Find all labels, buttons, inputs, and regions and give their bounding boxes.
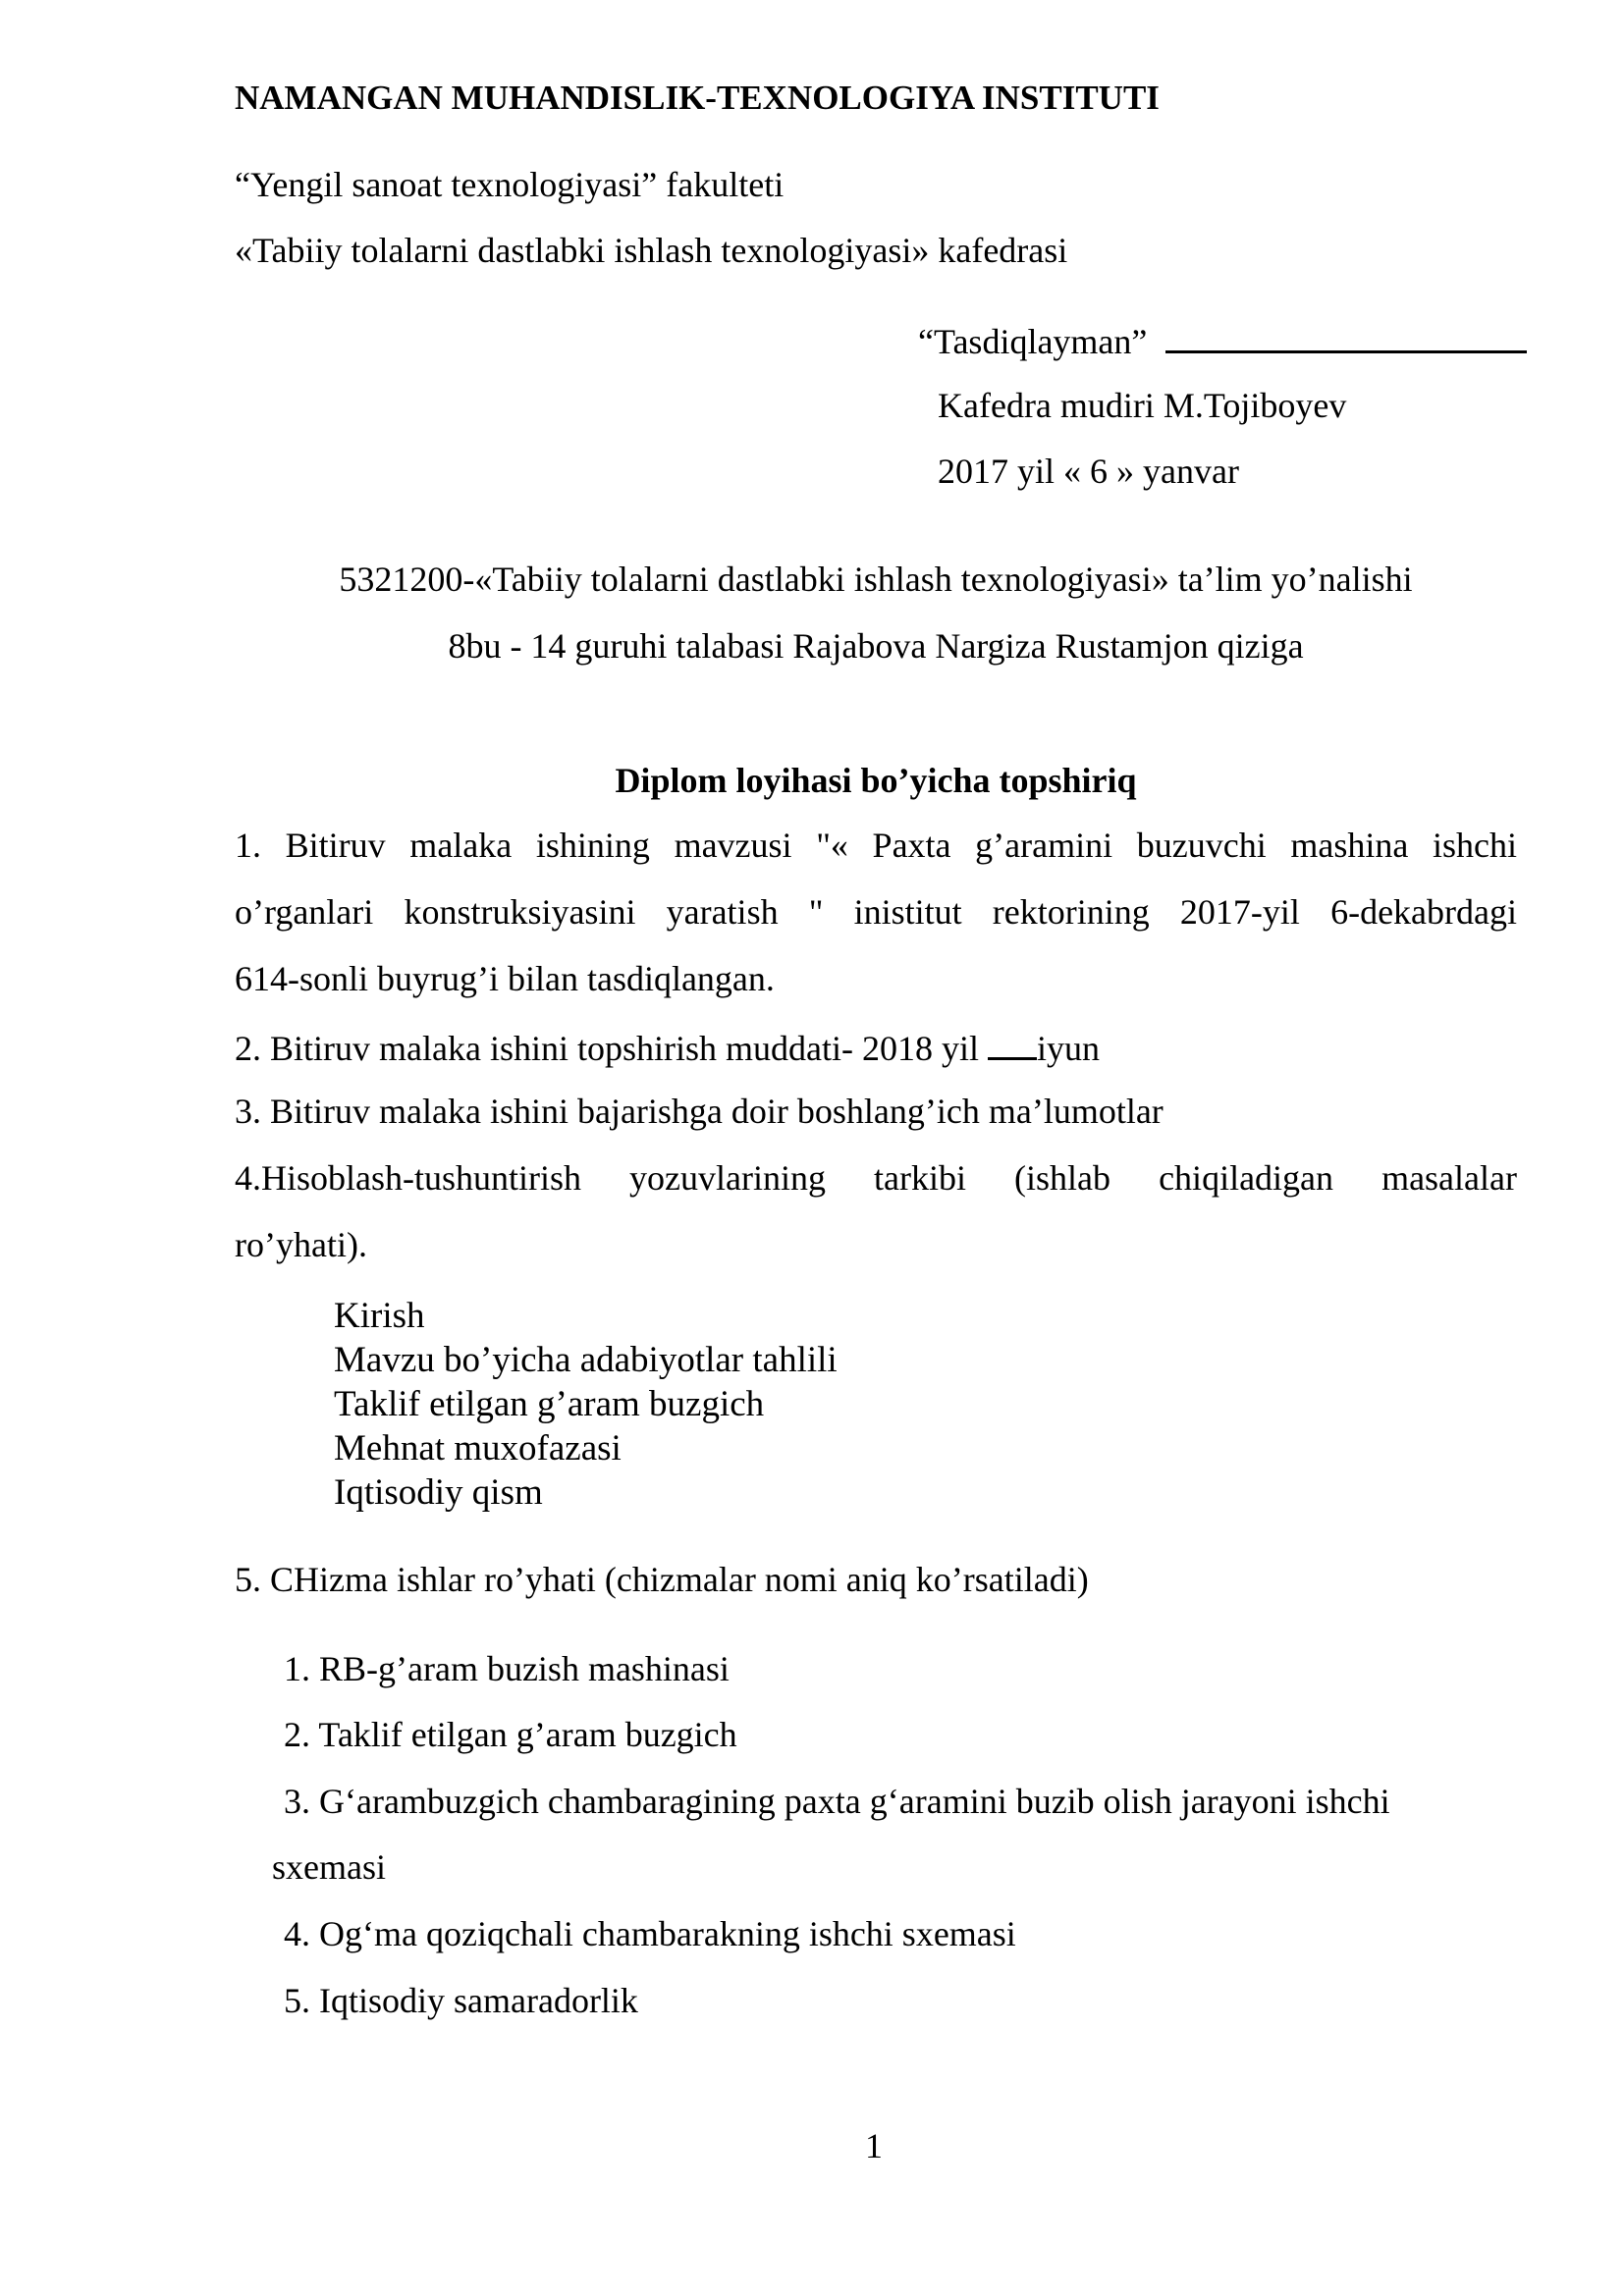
section-item: Taklif etilgan g’aram buzgich xyxy=(334,1384,765,1424)
drawing-item: 3. G‘arambuzgich chambaragining paxta g‘aramini buzib olish jarayoni ishchi xyxy=(284,1782,1390,1821)
department-name: «Tabiiy tolalarni dastlabki ishlash texnologiyasi» kafedrasi xyxy=(235,231,1068,270)
drawing-item: 5. Iqtisodiy samaradorlik xyxy=(284,1981,638,2020)
signature-line xyxy=(1165,321,1527,353)
institute-name: NAMANGAN MUHANDISLIK-TEXNOLOGIYA INSTITUTI xyxy=(235,79,1160,117)
item1-line3: 614-sonli buyrug’i bilan tasdiqlangan. xyxy=(235,959,775,998)
item1-line1: 1. Bitiruv malaka ishining mavzusi "« Paxta g’aramini buzuvchi mashina ishchi xyxy=(235,826,1517,865)
item5: 5. CHizma ishlar ro’yhati (chizmalar nomi aniq ko’rsatiladi) xyxy=(235,1560,1089,1599)
section-item: Mavzu bo’yicha adabiyotlar tahlili xyxy=(334,1340,838,1380)
study-direction: 5321200-«Tabiiy tolalarni dastlabki ishlash texnologiyasi» ta’lim yo’nalishi xyxy=(339,560,1413,599)
approval-label: “Tasdiqlayman” xyxy=(918,322,1148,361)
item4-line1: 4.Hisoblash-tushuntirish yozuvlarining tarkibi (ishlab chiqiladigan masalalar xyxy=(235,1158,1517,1198)
item2-text: 2. Bitiruv malaka ishini topshirish muddati- 2018 yil xyxy=(235,1029,988,1068)
faculty-name: “Yengil sanoat texnologiyasi” fakulteti xyxy=(235,165,785,204)
section-item: Iqtisodiy qism xyxy=(334,1472,543,1513)
item1-line2: o’rganlari konstruksiyasini yaratish " inistitut rektorining 2017-yil 6-dekabrdagi xyxy=(235,892,1517,932)
assignment-title: Diplom loyihasi bo’yicha topshiriq xyxy=(615,761,1137,800)
section-item: Mehnat muxofazasi xyxy=(334,1428,622,1468)
item2-suffix: iyun xyxy=(1036,1029,1100,1068)
section-item: Kirish xyxy=(334,1296,425,1336)
item2 xyxy=(235,1028,1100,1066)
drawing-item: 1. RB-g’aram buzish mashinasi xyxy=(284,1649,730,1688)
day-blank-line xyxy=(988,1028,1037,1060)
item4-line2: ro’yhati). xyxy=(235,1225,367,1264)
student-group: 8bu - 14 guruhi talabasi Rajabova Nargiza Rustamjon qiziga xyxy=(448,626,1304,666)
drawing-item-continuation: sxemasi xyxy=(272,1847,386,1887)
page-number: 1 xyxy=(865,2126,883,2165)
department-head: Kafedra mudiri M.Tojiboyev xyxy=(938,386,1347,425)
approval-block xyxy=(918,321,1527,359)
drawing-item: 4. Og‘ma qoziqchali chambarakning ishchi sxemasi xyxy=(284,1914,1016,1953)
item3: 3. Bitiruv malaka ishini bajarishga doir boshlang’ich ma’lumotlar xyxy=(235,1092,1164,1131)
approval-date: 2017 yil « 6 » yanvar xyxy=(938,452,1239,491)
drawing-item: 2. Taklif etilgan g’aram buzgich xyxy=(284,1715,737,1754)
